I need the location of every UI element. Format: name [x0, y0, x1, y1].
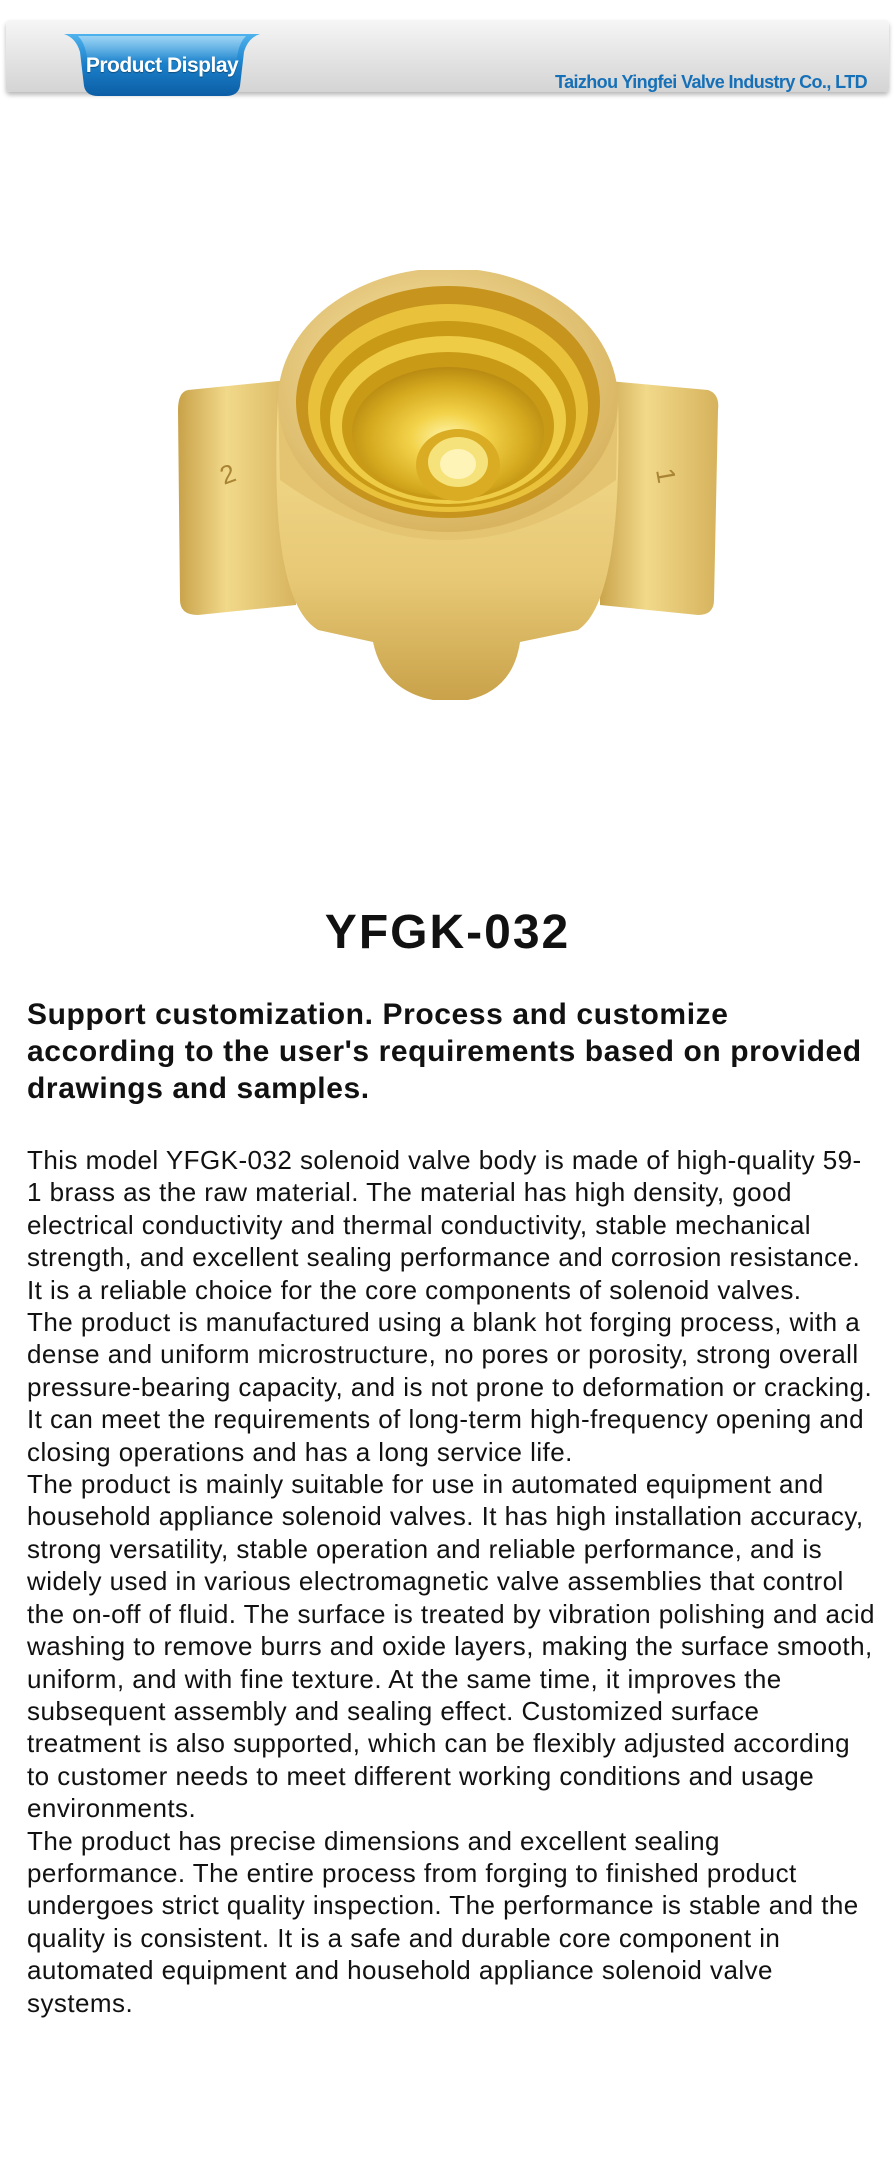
- header-banner: [6, 20, 889, 92]
- description-paragraph: This model YFGK-032 solenoid valve body is made of high-quality 59-1 brass as the raw material. The material has high density, good electrical conductivity and thermal conductivity, stable mechanical strength, and excellent sealing performance and corrosion resistance. It is a reliable choice for the core components of solenoid valves.: [27, 1145, 862, 1305]
- product-description: [27, 1144, 875, 2019]
- product-model-title: YFGK-032: [324, 906, 571, 959]
- description-paragraph: The product has precise dimensions and excellent sealing performance. The entire process from forging to finished product undergoes strict quality inspection. The performance is stable and the quality is consistent. It is a safe and durable core component in automated equipment and household appliance solenoid valve systems.: [27, 1825, 859, 2018]
- tab-title: Product Display: [85, 54, 239, 77]
- svg-text:1: 1: [650, 465, 683, 486]
- description-paragraph: The product is mainly suitable for use in automated equipment and household appliance solenoid valves. It has high installation accuracy, strong versatility, stable operation and reliable performance, and is widely used in various electromagnetic valve assemblies that control the on-off of fluid. The surface is treated by vibration polishing and acid washing to remove burrs and oxide layers, making the surface smooth, uniform, and with fine texture. At the same time, it improves the subsequent assembly and sealing effect. Customized surface treatment is also supported, which can be flexibly adjusted according to customer needs to meet different working conditions and usage environments.: [27, 1469, 875, 1824]
- product-photo: [168, 270, 728, 760]
- product-display-tab: [64, 34, 260, 98]
- product-subtitle: Support customization. Process and customize according to the user's requirements based on provided drawings and samples.: [27, 998, 862, 1105]
- company-name: Taizhou Yingfei Valve Industry Co., LTD: [555, 72, 867, 92]
- brass-valve-body-icon: [168, 270, 728, 760]
- description-paragraph: The product is manufactured using a blank hot forging process, with a dense and uniform microstructure, no pores or porosity, strong overall pressure-bearing capacity, and is not prone to deformation or cracking. It can meet the requirements of long-term high-frequency opening and closing operations and has a long service life.: [27, 1307, 873, 1467]
- svg-text:2: 2: [215, 457, 240, 491]
